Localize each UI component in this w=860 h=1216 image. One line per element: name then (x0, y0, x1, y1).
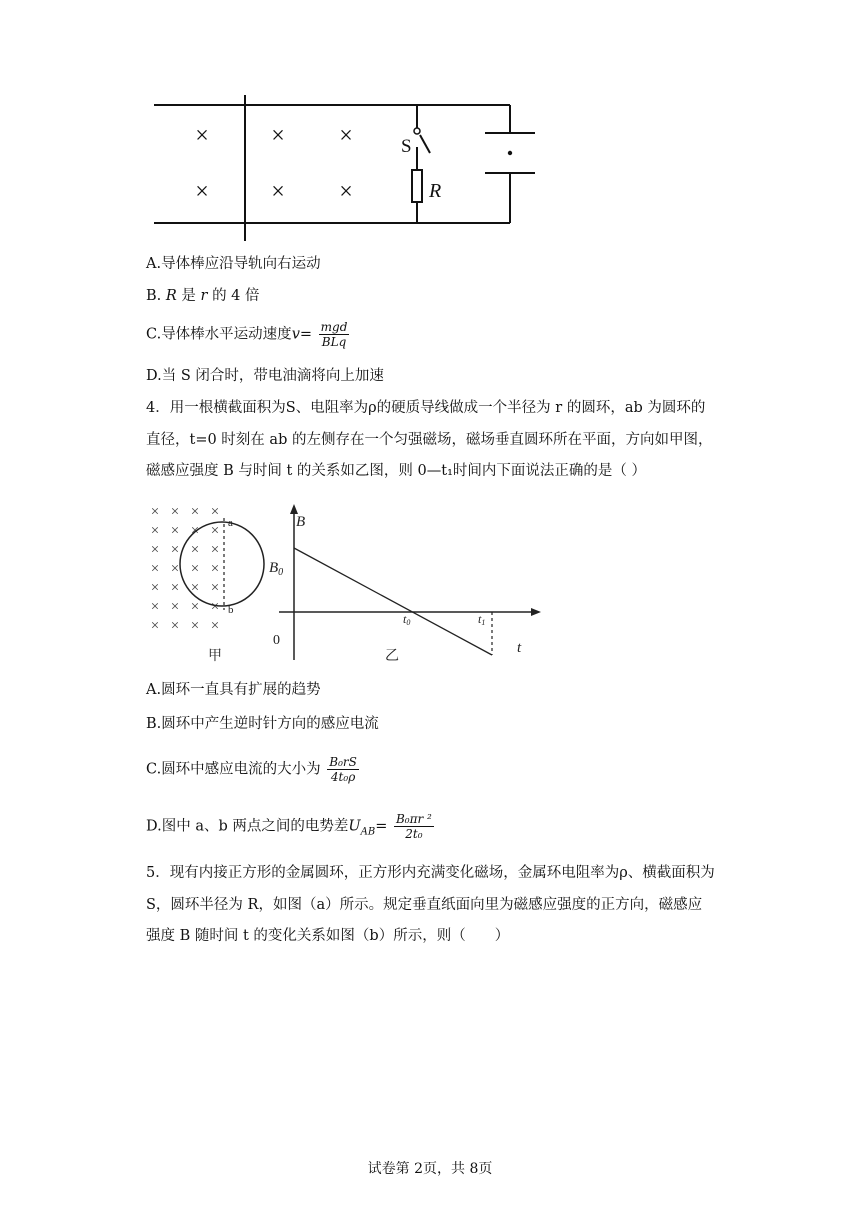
svg-text:×: × (210, 580, 220, 596)
resistor-label: R (429, 180, 442, 202)
svg-text:×: × (150, 599, 160, 615)
field-mark: × (195, 179, 209, 205)
field-mark: × (195, 123, 209, 149)
q3-option-c: C.导体棒水平运动速度v= $\frac{\text{mgd}}{\text{BLq}}$ (146, 320, 348, 349)
q5-stem: 5．现有内接正方形的金属圆环，正方形内充满变化磁场，金属环电阻率为ρ、横截面积为 S，圆环半径为 R，如图（a）所示。规定垂直纸面向里为磁感应强度的正方向，磁感应强度 B 随时间 t 的变化关系如图（b）所示，则（ ） (146, 865, 715, 944)
switch-label: S (401, 136, 412, 157)
svg-text:×: × (170, 504, 180, 520)
q4-option-c: C.圆环中感应电流的大小为 $\frac{\text{B₀rS}}{\text{4t₀ρ}}$ (146, 755, 357, 784)
q4-option-a: A.圆环一直具有扩展的趋势 (146, 682, 321, 698)
axis-y-label: B (296, 514, 306, 530)
svg-text:×: × (150, 561, 160, 577)
page-footer: 试卷第 2页，共 8页 (367, 1161, 493, 1177)
field-mark: × (339, 179, 353, 205)
svg-text:×: × (190, 542, 200, 558)
q4-option-d: D.图中 a、b 两点之间的电势差$U_{AB}=$ $\frac{\text{B₀πr ²}}{\text{2t₀}}$ (146, 812, 432, 841)
svg-text:×: × (190, 504, 200, 520)
q3-option-d: D.当 S 闭合时，带电油滴将向上加速 (146, 368, 384, 384)
figure-jia (140, 500, 275, 662)
q4-stem: 4．用一根横截面积为S、电阻率为ρ的硬质导线做成一个半径为 r 的圆环，ab 为圆环的直径，t=0 时刻在 ab 的左侧存在一个匀强磁场，磁场垂直圆环所在平面，方向如甲图，磁感应强度 B 与时间 t 的关系如乙图，则 0—t₁时间内下面说法正确的是（ ） (146, 400, 713, 479)
q4-option-b: B.圆环中产生逆时针方向的感应电流 (146, 716, 379, 732)
t1-label: t1 (478, 612, 486, 627)
svg-text:×: × (150, 504, 160, 520)
svg-text:×: × (150, 523, 160, 539)
t0-label: t0 (403, 612, 411, 627)
field-mark: × (271, 123, 285, 149)
b0-label: $B_0$ (269, 560, 284, 578)
figure-yi-label: 乙 (385, 649, 399, 662)
svg-text:×: × (210, 618, 220, 634)
svg-text:×: × (170, 561, 180, 577)
svg-text:×: × (150, 542, 160, 558)
svg-text:×: × (210, 599, 220, 615)
svg-text:×: × (170, 523, 180, 539)
q3-option-b: B. R 是 r 的 4 倍 (146, 288, 260, 304)
field-mark: × (339, 123, 353, 149)
svg-text:×: × (150, 618, 160, 634)
svg-text:×: × (190, 523, 200, 539)
velocity-fraction: $\frac{\text{mgd}}{\text{BLq}}$ (320, 320, 348, 349)
svg-text:×: × (150, 580, 160, 596)
svg-text:×: × (190, 599, 200, 615)
origin-label: 0 (273, 633, 280, 648)
point-b-label: b (228, 604, 234, 616)
svg-text:×: × (190, 580, 200, 596)
field-mark: × (271, 179, 285, 205)
svg-text:×: × (210, 561, 220, 577)
figure-yi-bt-graph (265, 500, 550, 662)
svg-text:×: × (190, 561, 200, 577)
svg-text:×: × (170, 599, 180, 615)
svg-text:×: × (170, 618, 180, 634)
svg-text:×: × (170, 542, 180, 558)
svg-text:×: × (210, 504, 220, 520)
figure-jia-label: 甲 (208, 649, 222, 662)
q3-option-a: A.导体棒应沿导轨向右运动 (146, 256, 321, 272)
svg-text:×: × (210, 542, 220, 558)
current-fraction: $\frac{\text{B₀rS}}{\text{4t₀ρ}}$ (329, 755, 357, 784)
potential-fraction: $\frac{\text{B₀πr ²}}{\text{2t₀}}$ (395, 812, 432, 841)
svg-text:×: × (210, 523, 220, 539)
point-a-label: a (228, 517, 233, 529)
svg-text:×: × (170, 580, 180, 596)
axis-x-label: t (517, 640, 522, 656)
svg-text:×: × (190, 618, 200, 634)
circuit-diagram (150, 95, 540, 245)
